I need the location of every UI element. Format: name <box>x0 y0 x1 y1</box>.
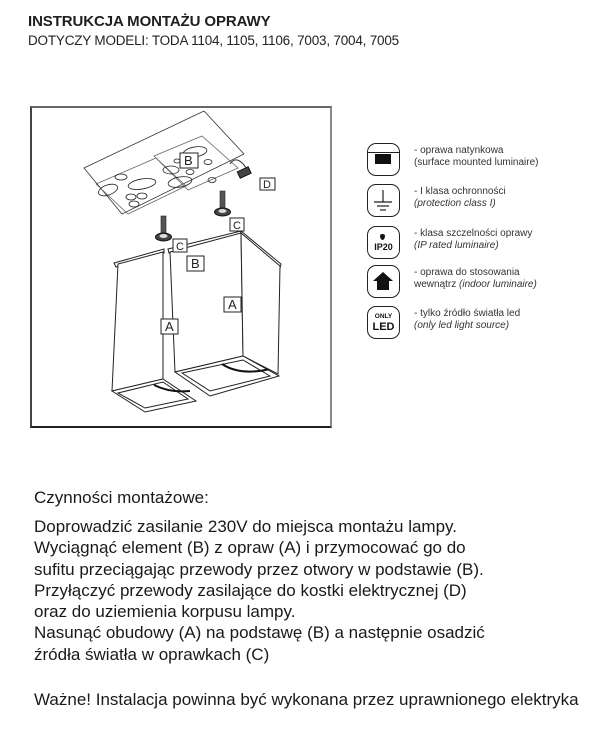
label-c-left <box>173 239 187 253</box>
assembly-diagram <box>30 106 332 428</box>
led-label: LED <box>372 321 395 333</box>
legend-pl-text: - tylko źródło światła led <box>414 308 521 319</box>
ip-rating-icon <box>367 226 400 259</box>
label-c-right-text: C <box>233 220 241 232</box>
instruction-line: Doprowadzić zasilanie 230V do miejsca montażu lampy. <box>34 517 457 536</box>
label-a-right-text: A <box>228 297 237 312</box>
ip-rating-label: IP20 <box>374 242 393 252</box>
legend-item-indoor <box>367 265 607 301</box>
legend-pl-text: - oprawa natynkowa <box>414 145 504 156</box>
legend-en-text: (only led light source) <box>414 320 510 331</box>
lamp-socket-right <box>215 191 231 216</box>
only-led-icon <box>367 306 400 339</box>
document-title: INSTRUKCJA MONTAŻU OPRAWY <box>28 13 271 30</box>
legend-pl-text: - klasa szczelności oprawy <box>414 228 533 239</box>
legend-item-surface-mounted <box>367 143 607 179</box>
instruction-line: Wyciągnąć element (B) z opraw (A) i przymocować go do <box>34 538 466 558</box>
label-a-left-text: A <box>165 319 174 334</box>
label-d <box>260 178 275 191</box>
terminal-block <box>230 160 251 178</box>
label-b-top-text: B <box>184 153 193 168</box>
legend-pl-text: - I klasa ochronności <box>414 186 506 197</box>
models-subtitle: DOTYCZY MODELI: TODA 1104, 1105, 1106, 7003, 7004, 7005 <box>28 33 399 48</box>
instruction-line: źródła światła w oprawkach (C) <box>34 644 270 664</box>
ground-icon <box>367 184 400 217</box>
instructions-heading: Czynności montażowe: <box>34 488 209 507</box>
water-drop-icon <box>380 234 385 240</box>
label-d-text: D <box>263 179 271 191</box>
legend-en-text: (indoor luminaire) <box>459 279 537 290</box>
instruction-line: sufitu przeciągając przewody przez otwory w podstawie (B). <box>34 559 484 579</box>
legend-en-text: (protection class I) <box>414 198 496 209</box>
legend-en-text: (surface mounted luminaire) <box>414 157 539 168</box>
legend-en-text: (IP rated luminaire) <box>414 240 499 251</box>
label-a-left <box>161 319 178 334</box>
assembly-drawing <box>30 106 334 430</box>
surface-mounted-icon <box>367 143 400 176</box>
legend-item-ip-rating <box>367 226 607 262</box>
instruction-line: Nasunąć obudowy (A) na podstawę (B) a następnie osadzić <box>34 623 485 643</box>
legend-pl-text-2: wewnątrz <box>414 279 460 290</box>
label-c-right <box>230 218 244 232</box>
assembly-instructions <box>34 488 485 665</box>
label-c-left-text: C <box>176 241 184 253</box>
instruction-line: Przyłączyć przewody zasilające do kostki elektrycznej (D) <box>34 580 467 600</box>
safety-warning: Ważne! Instalacja powinna być wykonana przez uprawnionego elektryka <box>34 690 579 709</box>
legend-item-protection-class <box>367 184 607 220</box>
indoor-house-icon <box>367 265 400 298</box>
label-b-lower-text: B <box>191 256 200 271</box>
label-b-lower <box>187 256 204 271</box>
lamp-socket-left <box>156 216 172 241</box>
label-b-top <box>180 153 198 168</box>
legend-pl-text: - oprawa do stosowania <box>414 267 520 278</box>
legend-item-only-led <box>367 306 607 342</box>
only-label: ONLY <box>374 313 393 320</box>
instruction-line: oraz do uziemienia korpusu lampy. <box>34 602 296 622</box>
label-a-right <box>224 297 241 312</box>
